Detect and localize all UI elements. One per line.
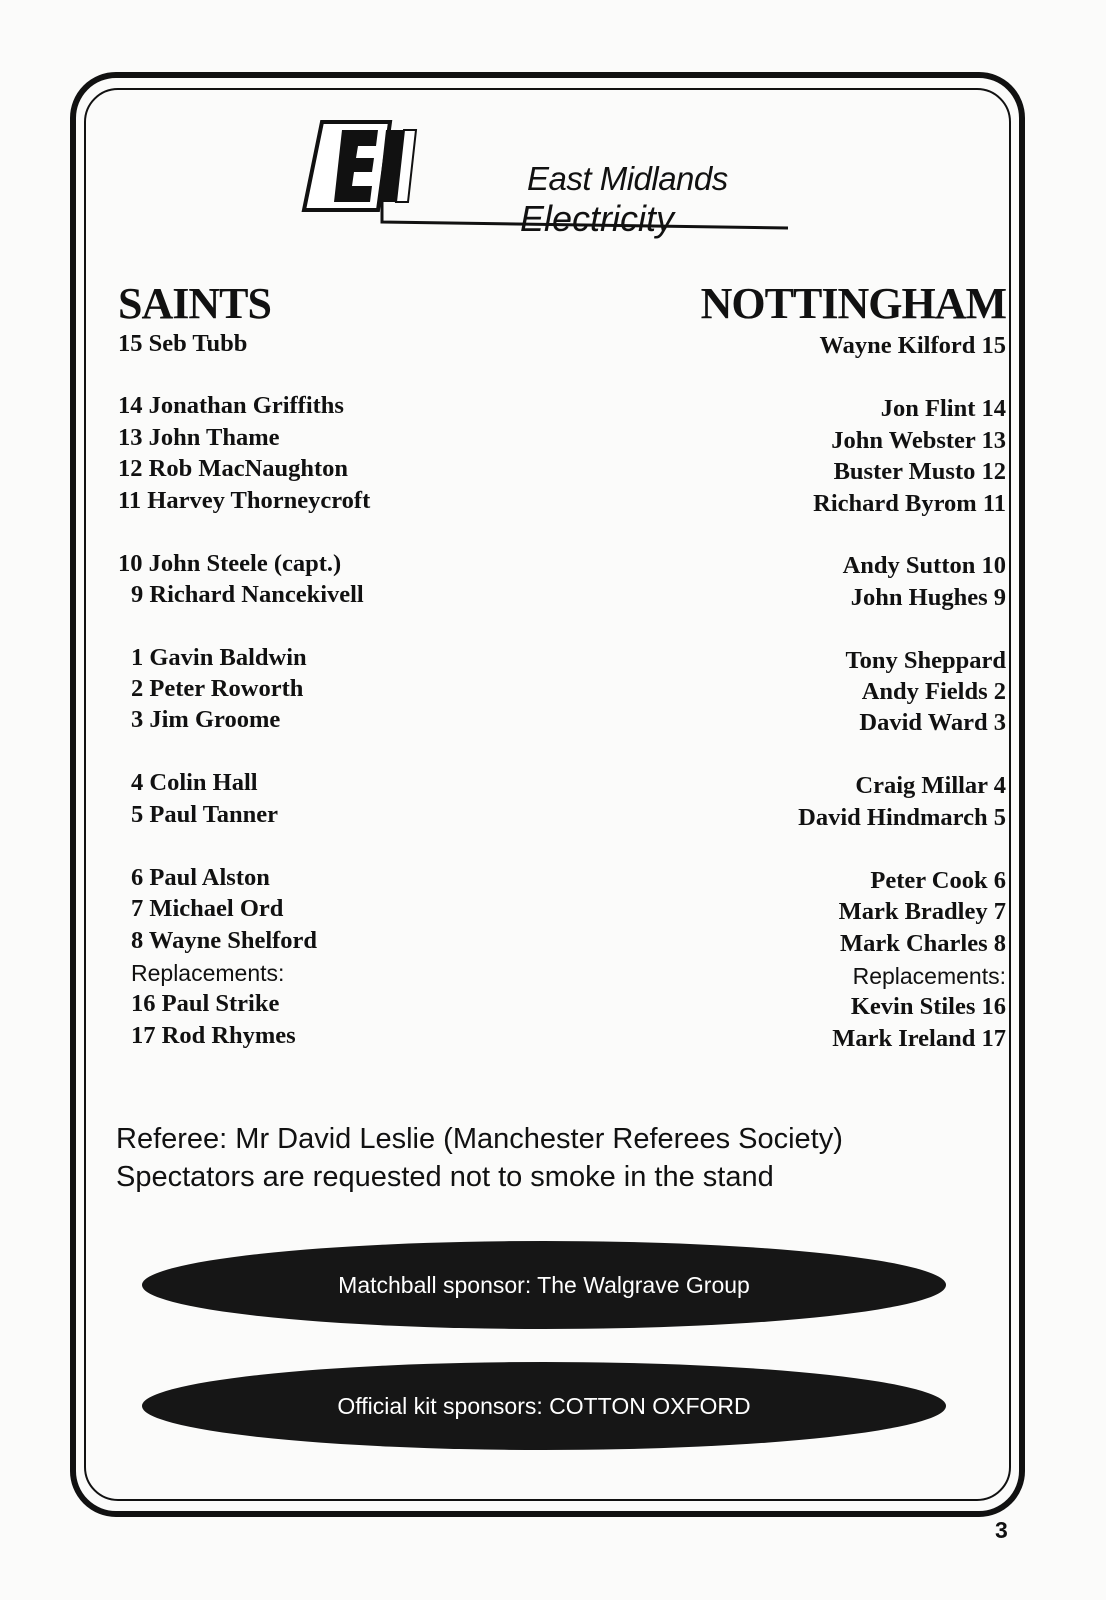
referee-line: Referee: Mr David Leslie (Manchester Referees Society): [116, 1123, 843, 1155]
home-player-6: 6 Paul Alston: [131, 864, 270, 891]
home-team-name: SAINTS: [118, 279, 271, 328]
away-player-7: Mark Bradley 7: [838, 898, 1006, 925]
home-player-9: 9 Richard Nancekivell: [131, 581, 364, 608]
away-replacement-16: Kevin Stiles 16: [850, 993, 1006, 1020]
away-player-13: John Webster 13: [831, 427, 1006, 454]
home-player-13: 13 John Thame: [118, 424, 280, 451]
home-player-7: 7 Michael Ord: [131, 895, 284, 922]
kit-sponsor-banner: Official kit sponsors: COTTON OXFORD: [142, 1362, 946, 1450]
home-player-3: 3 Jim Groome: [131, 706, 281, 733]
away-player-12: Buster Musto 12: [833, 458, 1006, 485]
matchball-sponsor-banner: Matchball sponsor: The Walgrave Group: [142, 1241, 946, 1329]
away-player-5: David Hindmarch 5: [798, 804, 1006, 831]
page-number: 3: [995, 1517, 1008, 1543]
logo-text-line1: East Midlands: [527, 160, 728, 197]
match-notes: [116, 1120, 843, 1196]
away-player-6: Peter Cook 6: [870, 867, 1006, 894]
home-player-11: 11 Harvey Thorneycroft: [118, 487, 371, 514]
away-replacements-label: Replacements:: [852, 963, 1006, 989]
away-player-9: John Hughes 9: [850, 584, 1006, 611]
away-player-1: Tony Sheppard: [845, 647, 1006, 674]
no-smoking-notice: Spectators are requested not to smoke in the stand: [116, 1161, 774, 1193]
home-replacement-17: 17 Rod Rhymes: [131, 1022, 296, 1049]
home-player-8: 8 Wayne Shelford: [131, 927, 318, 954]
home-player-12: 12 Rob MacNaughton: [118, 455, 349, 482]
home-player-1: 1 Gavin Baldwin: [131, 644, 307, 671]
away-player-14: Jon Flint 14: [880, 395, 1006, 422]
away-team-name: NOTTINGHAM: [700, 279, 1006, 328]
home-player-15: 15 Seb Tubb: [118, 330, 248, 357]
away-player-15: Wayne Kilford 15: [819, 332, 1006, 359]
away-player-4: Craig Millar 4: [855, 772, 1006, 799]
away-replacement-17: Mark Ireland 17: [832, 1025, 1006, 1052]
home-player-5: 5 Paul Tanner: [131, 801, 279, 828]
away-player-8: Mark Charles 8: [839, 930, 1006, 957]
away-player-3: David Ward 3: [859, 709, 1006, 736]
away-player-2: Andy Fields 2: [861, 678, 1006, 705]
home-player-14: 14 Jonathan Griffiths: [118, 392, 344, 419]
home-player-2: 2 Peter Roworth: [131, 675, 304, 702]
home-replacement-16: 16 Paul Strike: [131, 990, 280, 1017]
home-replacements-label: Replacements:: [131, 960, 285, 986]
home-player-10: 10 John Steele (capt.): [118, 550, 342, 577]
home-player-4: 4 Colin Hall: [131, 769, 258, 796]
logo-text-line2: Electricity: [520, 198, 675, 239]
away-player-11: Richard Byrom 11: [813, 490, 1006, 517]
away-player-10: Andy Sutton 10: [842, 552, 1006, 579]
